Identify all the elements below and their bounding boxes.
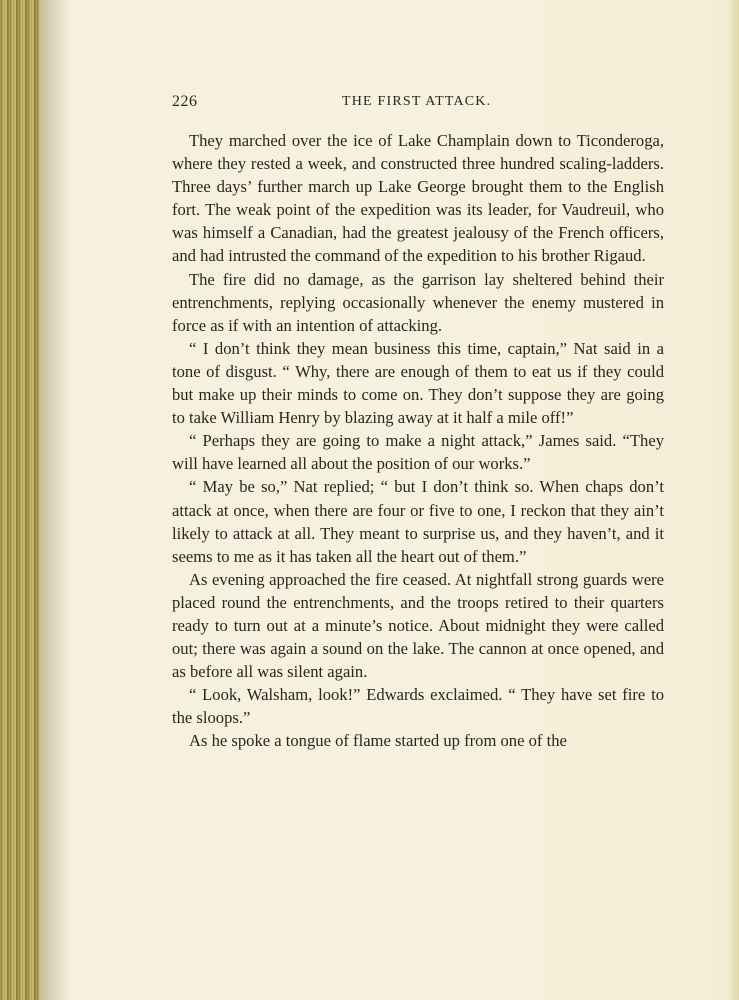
running-title: THE FIRST ATTACK. xyxy=(342,94,492,109)
paragraph: “ Perhaps they are going to make a night attack,” James said. “They will have learned all about the position of our works.” xyxy=(172,431,664,474)
paragraph: “ Look, Walsham, look!” Edwards exclaimed. “ They have set fire to the sloops.” xyxy=(172,685,664,728)
page-number: 226 xyxy=(172,93,198,110)
paragraph: “ May be so,” Nat replied; “ but I don’t think so. When chaps don’t attack at once, when there are four or five to one, I reckon that they ain’t likely to attack at all. They meant to surprise us, and they haven’t, and it seems to me as it has taken all the heart out of them.” xyxy=(172,477,664,566)
paragraph: As he spoke a tongue of flame started up from one of the xyxy=(189,731,567,751)
page-header xyxy=(172,93,664,115)
body-text xyxy=(172,129,664,753)
page-edge xyxy=(727,0,739,1000)
gutter-shadow xyxy=(40,0,70,1000)
paragraph: The fire did no damage, as the garrison lay sheltered behind their entrenchments, replying occasionally whenever the enemy mustered in force as if with an intention of attacking. xyxy=(172,269,664,335)
paragraph: As evening approached the fire ceased. At nightfall strong guards were placed round the entrenchments, and the troops retired to their quarters ready to turn out at a minute’s notice. About midnight they were called out; there was again a sound on the lake. The cannon at once opened, and as before all was silent again. xyxy=(172,569,664,682)
book-binding xyxy=(0,0,40,1000)
paragraph: They marched over the ice of Lake Champlain down to Ticonderoga, where they rested a week, and constructed three hundred scaling-ladders. Three days’ further march up Lake George brought them to the English fort. The weak point of the expedition was its leader, for Vaudreuil, who was himself a Canadian, had the greatest jealousy of the French officers, and had intrusted the command of the expedition to his brother Rigaud. xyxy=(172,131,664,266)
paragraph: “ I don’t think they mean business this time, captain,” Nat said in a tone of disgust. “ Why, there are enough of them to eat us if they could but make up their minds to come on. They don’t suppose they are going to take William Henry by blazing away at it half a mile off!” xyxy=(172,338,664,428)
